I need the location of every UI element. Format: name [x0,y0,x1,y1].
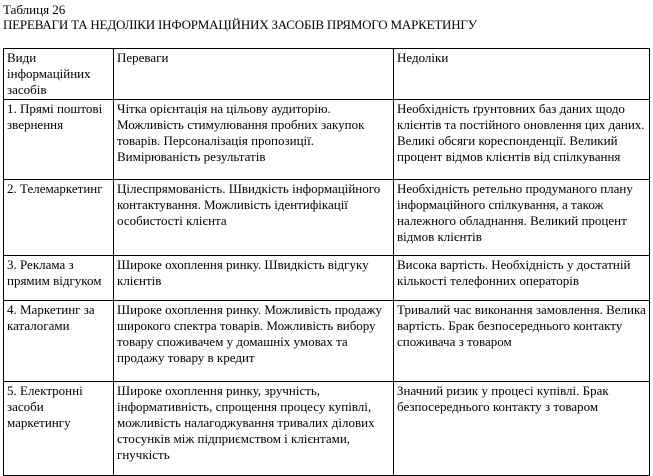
table-row [4,382,650,476]
comparison-table [3,48,650,476]
cell-type: 3. Реклама з прямим відгуком [4,256,114,301]
cell-type: 4. Маркетинг за каталогами [4,301,114,382]
table-caption: Таблиця 26 [3,2,66,17]
table-row [4,180,650,256]
cell-advantages: Чітка орієнтація на цільову аудиторію. Можливість стимулювання пробних закупок товарів. Персоналізація пропозиції. Вимірюваність результатів [114,100,394,180]
header-disadvantages: Недоліки [394,49,650,100]
header-advantages: Переваги [114,49,394,100]
cell-advantages: Широке охоплення ринку. Швидкість відгуку клієнтів [114,256,394,301]
cell-disadvantages: Необхідність ґрунтовних баз даних щодо клієнтів та постійного оновлення цих даних. Великі обсяги кореспонденції. Великий процент відмов клієнтів від спілкування [394,100,650,180]
header-type: Види інформаційних засобів [4,49,114,100]
cell-disadvantages: Значний ризик у процесі купівлі. Брак безпосереднього контакту з товаром [394,382,650,476]
cell-advantages: Цілеспрямованість. Швидкість інформаційного контактування. Можливість ідентифікації особистості клієнта [114,180,394,256]
table-row [4,256,650,301]
cell-disadvantages: Висока вартість. Необхідність у достатній кількості телефонних операторів [394,256,650,301]
cell-type: 1. Прямі поштові звернення [4,100,114,180]
table-title: ПЕРЕВАГИ ТА НЕДОЛІКИ ІНФОРМАЦІЙНИХ ЗАСОБІВ ПРЯМОГО МАРКЕТИНГУ [3,17,477,32]
cell-type: 5. Електронні засоби маркетингу [4,382,114,476]
cell-advantages: Широке охоплення ринку. Можливість продажу широкого спектра товарів. Можливість вибору товару споживачем у домашніх умовах та продажу товару в кредит [114,301,394,382]
table-row [4,301,650,382]
cell-type: 2. Телемаркетинг [4,180,114,256]
table-header-row [4,49,650,100]
table-row [4,100,650,180]
cell-disadvantages: Необхідність ретельно продуманого плану інформаційного спілкування, а також належного обладнання. Великий процент відмов клієнтів [394,180,650,256]
cell-advantages: Широке охоплення ринку, зручність, інформативність, спрощення процесу купівлі, можливість налагоджування тривалих ділових стосунків між підприємством і клієнтами, гнучкість [114,382,394,476]
cell-disadvantages: Тривалий час виконання замовлення. Велика вартість. Брак безпосереднього контакту споживача з товаром [394,301,650,382]
